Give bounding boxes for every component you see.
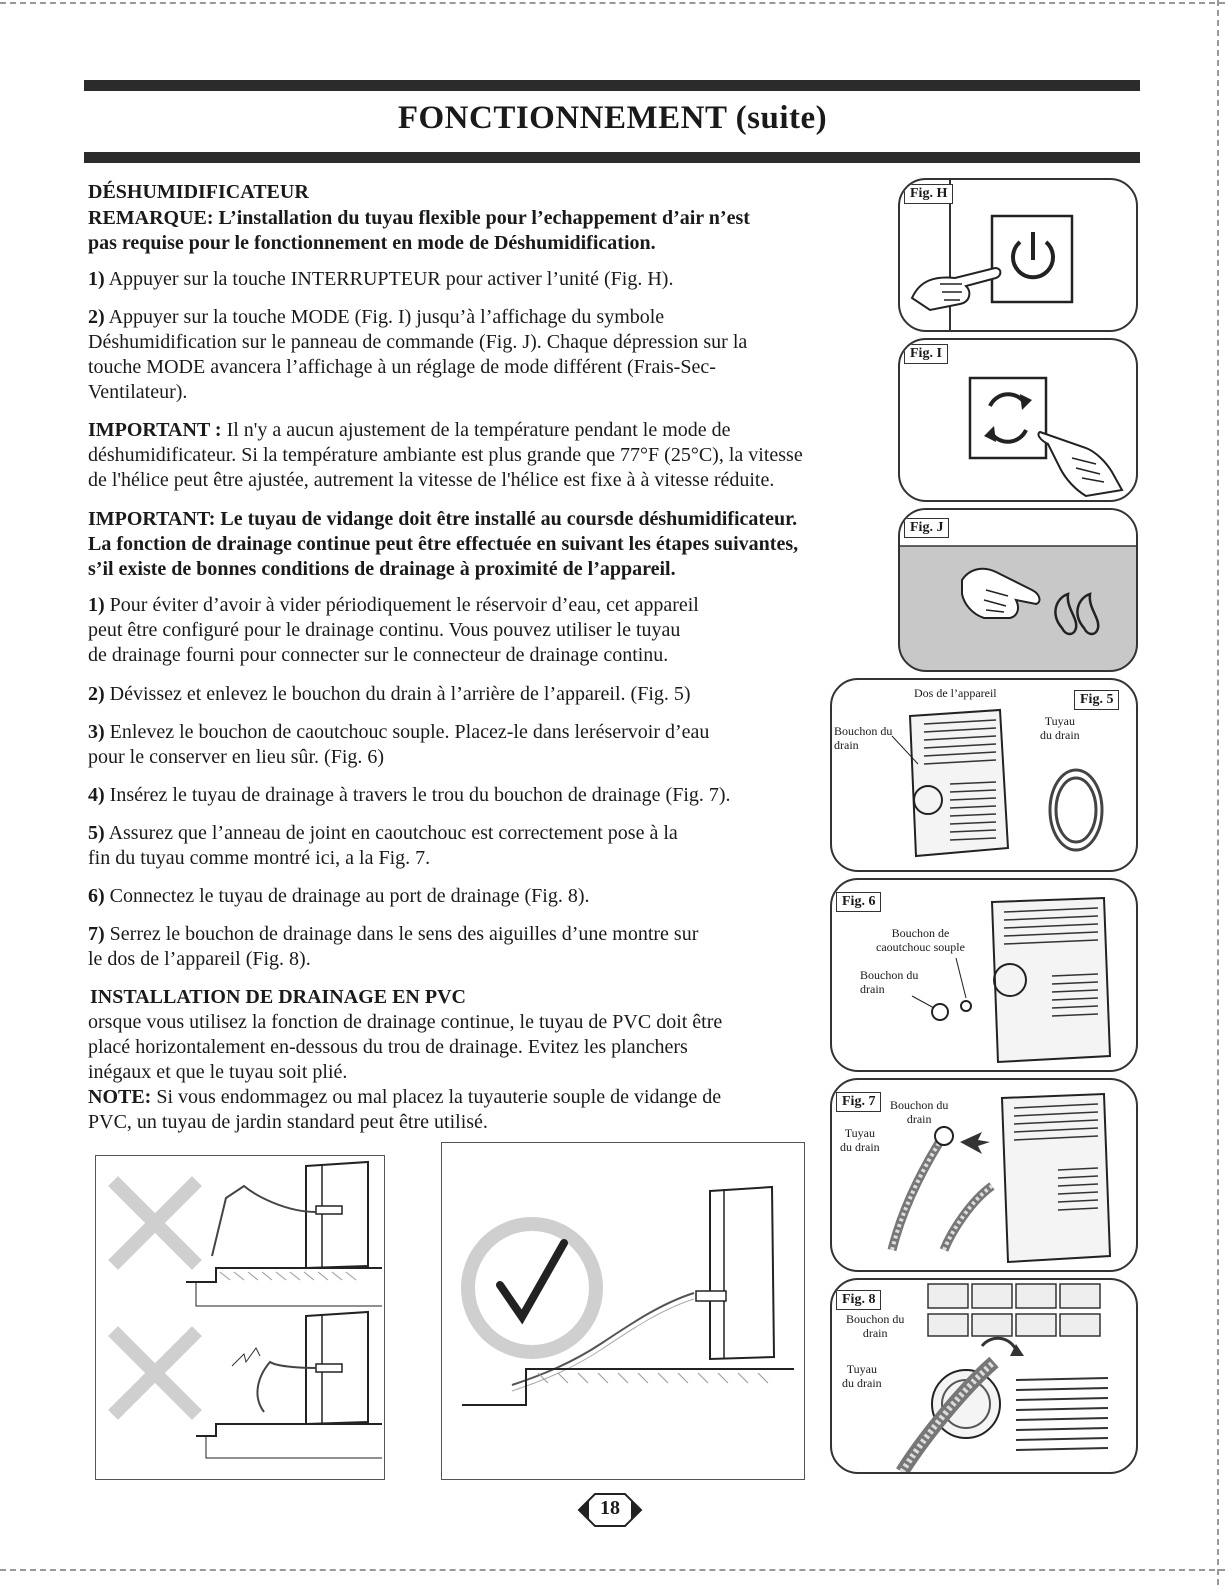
figure-6 (830, 878, 1138, 1072)
important-2-line-3: s’il existe de bonnes conditions de drainage à proximité de l’appareil. (88, 558, 676, 580)
fig-i-tag: Fig. I (904, 344, 948, 364)
page-number-badge (575, 1490, 645, 1530)
figure-7 (830, 1078, 1138, 1272)
section-heading-pvc: INSTALLATION DE DRAINAGE EN PVC (90, 986, 466, 1008)
drain-step-1-line-3: de drainage fourni pour connecter sur le connecteur de drainage continu. (88, 644, 669, 666)
fig-7-tag: Fig. 7 (836, 1092, 881, 1112)
fig-h-tag: Fig. H (904, 184, 953, 204)
important-2-line-2: La fonction de drainage continue peut être effectuée en suivant les étapes suivantes, (88, 533, 799, 555)
correct-circle (468, 1224, 596, 1352)
important-1-line-1: IMPORTANT : Il n'y a aucun ajustement de la température pendant le mode de (88, 419, 731, 441)
drain-step-6: 6) Connectez le tuyau de drainage au port de drainage (Fig. 8). (88, 885, 590, 907)
fig-5-label-hose: Tuyau du drain (1040, 714, 1080, 742)
figure-j (898, 508, 1138, 672)
header-rule-top (84, 80, 1140, 91)
pvc-line-3: inégaux et que le tuyau soit plié. (88, 1061, 348, 1083)
fig-7-label-plug: Bouchon du drain (890, 1098, 949, 1126)
fig-7-label-hose: Tuyau du drain (840, 1126, 880, 1154)
drain-step-1-line-2: peut être configuré pour le drainage continu. Vous pouvez utiliser le tuyau (88, 619, 681, 641)
fig-6-label-rubber: Bouchon de caoutchouc souple (876, 926, 965, 954)
drain-step-5-line-2: fin du tuyau comme montré ici, a la Fig. 7. (88, 847, 431, 869)
pvc-line-2: placé horizontalement en-dessous du trou de drainage. Evitez les planchers (88, 1036, 688, 1058)
section-heading-dehumidifier: DÉSHUMIDIFICATEUR (88, 181, 309, 203)
fig-5-label-plug: Bouchon du drain (834, 724, 893, 752)
step-1: 1) Appuyer sur la touche INTERRUPTEUR pour activer l’unité (Fig. H). (88, 268, 674, 290)
step-2-line-3: touche MODE avancera l’affichage à un réglage de mode différent (Frais-Sec- (88, 356, 716, 378)
figure-5 (830, 678, 1138, 872)
fig-8-label-plug: Bouchon du drain (846, 1312, 905, 1340)
important-1-line-3: de l'hélice peut être ajustée, autrement la vitesse de l'hélice est fixe à à vitesse réduite. (88, 469, 775, 491)
important-1-line-2: déshumidificateur. Si la température ambiante est plus grande que 77°F (25°C), la vitesse (88, 444, 803, 466)
fig-5-caption-back: Dos de l’appareil (914, 686, 997, 700)
header-rule-bottom (84, 152, 1140, 163)
cut-line-right (1217, 0, 1219, 1585)
cut-line-bottom (0, 1569, 1225, 1571)
fig-6-tag: Fig. 6 (836, 892, 881, 912)
note-line-2: PVC, un tuyau de jardin standard peut être utilisé. (88, 1111, 488, 1133)
drain-step-7-line-1: 7) Serrez le bouchon de drainage dans le sens des aiguilles d’une montre sur (88, 923, 699, 945)
drain-step-5-line-1: 5) Assurez que l’anneau de joint en caoutchouc est correctement pose à la (88, 822, 678, 844)
drain-step-3-line-1: 3) Enlevez le bouchon de caoutchouc souple. Placez-le dans leréservoir d’eau (88, 721, 710, 743)
figure-h (898, 178, 1138, 332)
fig-j-tag: Fig. J (904, 518, 949, 538)
fig-8-label-hose: Tuyau du drain (842, 1362, 882, 1390)
drain-step-2: 2) Dévissez et enlevez le bouchon du drain à l’arrière de l’appareil. (Fig. 5) (88, 683, 691, 705)
remark-line-1: REMARQUE: L’installation du tuyau flexible pour l’echappement d’air n’est (88, 207, 750, 229)
note-line-1: NOTE: Si vous endommagez ou mal placez la tuyauterie souple de vidange de (88, 1086, 722, 1108)
correct-drain-illustration (441, 1142, 805, 1480)
correct-drain-drawing (442, 1143, 804, 1479)
mode-button-illustration (900, 340, 1136, 500)
remark-line-2: pas requise pour le fonctionnement en mode de Déshumidification. (88, 232, 656, 254)
incorrect-drain-drawing (96, 1156, 384, 1479)
fig-6-label-plug: Bouchon du drain (860, 968, 919, 996)
page-number: 18 (600, 1497, 620, 1519)
step-2-line-4: Ventilateur). (88, 381, 188, 403)
figure-8 (830, 1278, 1138, 1474)
cut-line-top (0, 2, 1225, 4)
drain-step-3-line-2: pour le conserver en lieu sûr. (Fig. 6) (88, 746, 385, 768)
step-2-line-2: Déshumidification sur le panneau de commande (Fig. J). Chaque dépression sur la (88, 331, 748, 353)
important-2-line-1: IMPORTANT: Le tuyau de vidange doit être installé au coursde déshumidificateur. (88, 508, 798, 530)
pvc-line-1: orsque vous utilisez la fonction de drainage continue, le tuyau de PVC doit être (88, 1011, 723, 1033)
fig-8-tag: Fig. 8 (836, 1290, 881, 1310)
drain-step-1-line-1: 1) Pour éviter d’avoir à vider périodiquement le réservoir d’eau, cet appareil (88, 594, 699, 616)
figure-i (898, 338, 1138, 502)
fig-5-tag: Fig. 5 (1074, 690, 1119, 710)
page-title: FONCTIONNEMENT (suite) (397, 100, 828, 136)
drain-step-4: 4) Insérez le tuyau de drainage à travers le trou du bouchon de drainage (Fig. 7). (88, 784, 731, 806)
step-2-line-1: 2) Appuyer sur la touche MODE (Fig. I) jusqu’à l’affichage du symbole (88, 306, 665, 328)
checkmark-icon (500, 1243, 564, 1317)
incorrect-drain-illustration (95, 1155, 385, 1480)
drain-step-7-line-2: le dos de l’appareil (Fig. 8). (88, 948, 311, 970)
